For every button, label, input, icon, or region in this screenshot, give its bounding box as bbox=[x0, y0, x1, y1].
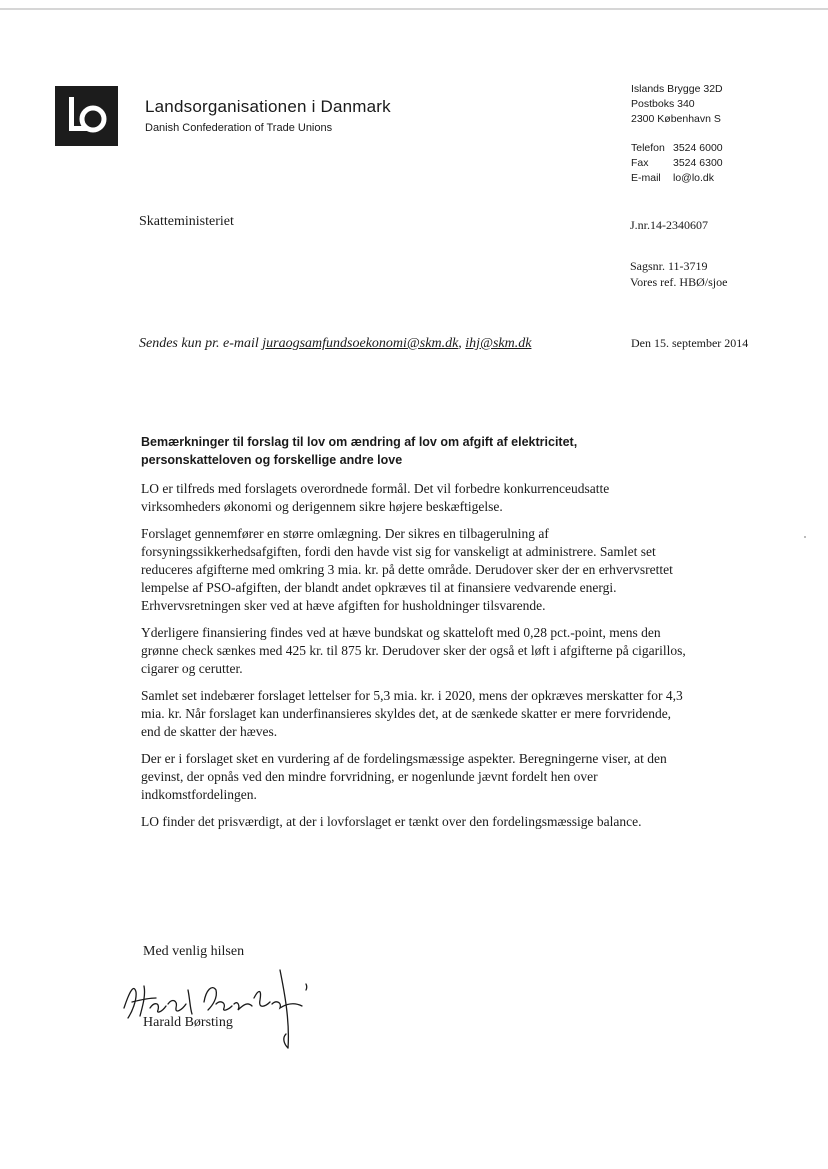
scan-speck bbox=[804, 536, 806, 538]
email-separator: , bbox=[458, 336, 462, 351]
journal-number: J.nr.14-2340607 bbox=[630, 218, 708, 232]
signer-name: Harald Børsting bbox=[143, 1015, 233, 1030]
org-subtitle: Danish Confederation of Trade Unions bbox=[145, 122, 333, 134]
phone-row bbox=[631, 141, 723, 156]
delivery-note bbox=[139, 336, 531, 352]
case-number: Sagsnr. 11-3719 bbox=[630, 259, 708, 273]
address-line: Islands Brygge 32D bbox=[631, 83, 723, 95]
email-label: E-mail bbox=[631, 172, 661, 184]
email-row bbox=[631, 171, 723, 186]
body-paragraph: Samlet set indebærer forslaget lettelser for 5,3 mia. kr. i 2020, mens der opkræves merskatter for 4,3 mia. kr. Når forslaget kan underfinansieres skyldes det, at de sænkede skatter er mere forvridende, end de skatter der hæves. bbox=[141, 688, 683, 739]
closing-salutation: Med venlig hilsen bbox=[143, 944, 245, 959]
email-link-1[interactable]: juraogsamfundsoekonomi@skm.dk bbox=[262, 336, 459, 351]
address-block bbox=[631, 82, 723, 127]
scan-edge-line bbox=[0, 8, 828, 10]
case-reference bbox=[630, 258, 727, 290]
contact-block bbox=[631, 141, 723, 186]
phone-value: 3524 6000 bbox=[673, 142, 723, 154]
delivery-prefix: Sendes kun pr. e-mail bbox=[139, 336, 259, 351]
fax-row bbox=[631, 156, 723, 171]
body-paragraph: LO er tilfreds med forslagets overordnede formål. Det vil forbedre konkurrenceudsatte virksomheders økonomi og derigennem sikre højere beskæftigelse. bbox=[141, 481, 610, 514]
recipient: Skatteministeriet bbox=[139, 214, 234, 229]
body-paragraph: Der er i forslaget sket en vurdering af de fordelingsmæssige aspekter. Beregningerne viser, at den gevinst, der opnås ved den mindre forvridning, er nogenlunde jævnt fordelt hen over indkomstfordelingen. bbox=[141, 751, 667, 802]
email-value: lo@lo.dk bbox=[673, 172, 715, 184]
email-link-2[interactable]: ihj@skm.dk bbox=[465, 336, 532, 351]
letter-date: Den 15. september 2014 bbox=[631, 336, 749, 350]
handwritten-signature bbox=[120, 960, 320, 1060]
org-name: Landsorganisationen i Danmark bbox=[145, 97, 391, 116]
letter-body bbox=[141, 480, 689, 840]
letter-subject: Bemærkninger til forslag til lov om ændring af lov om afgift af elektricitet, personskatteloven og forskellige andre love bbox=[141, 435, 578, 467]
address-line: 2300 København S bbox=[631, 113, 721, 125]
body-paragraph: Forslaget gennemfører en større omlægning. Der sikres en tilbagerulning af forsyningssikkerhedsafgiften, fordi den havde vist sig for vanskeligt at administrere. Samlet set reduceres afgifterne med omkring 3 mia. kr. på dette område. Derudover sker der en erhvervsrettet lempelse af PSO-afgiften, der blandt andet opkræves til at finansiere vedvarende energi. Erhvervsretningen sker ved at hæve afgiften for husholdninger tilsvarende. bbox=[141, 526, 673, 613]
our-reference: Vores ref. HBØ/sjoe bbox=[630, 275, 728, 289]
fax-value: 3524 6300 bbox=[673, 157, 723, 169]
lo-logo bbox=[55, 86, 118, 146]
body-paragraph: LO finder det prisværdigt, at der i lovforslaget er tænkt over den fordelingsmæssige balance. bbox=[141, 814, 642, 829]
body-paragraph: Yderligere finansiering findes ved at hæve bundskat og skatteloft med 0,28 pct.-point, mens den grønne check sænkes med 425 kr. til 875 kr. Derudover sker der også et løft i afgifterne på cigarillos, cigarer og cerutter. bbox=[141, 625, 686, 676]
address-line: Postboks 340 bbox=[631, 98, 695, 110]
fax-label: Fax bbox=[631, 157, 649, 169]
phone-label: Telefon bbox=[631, 142, 665, 154]
